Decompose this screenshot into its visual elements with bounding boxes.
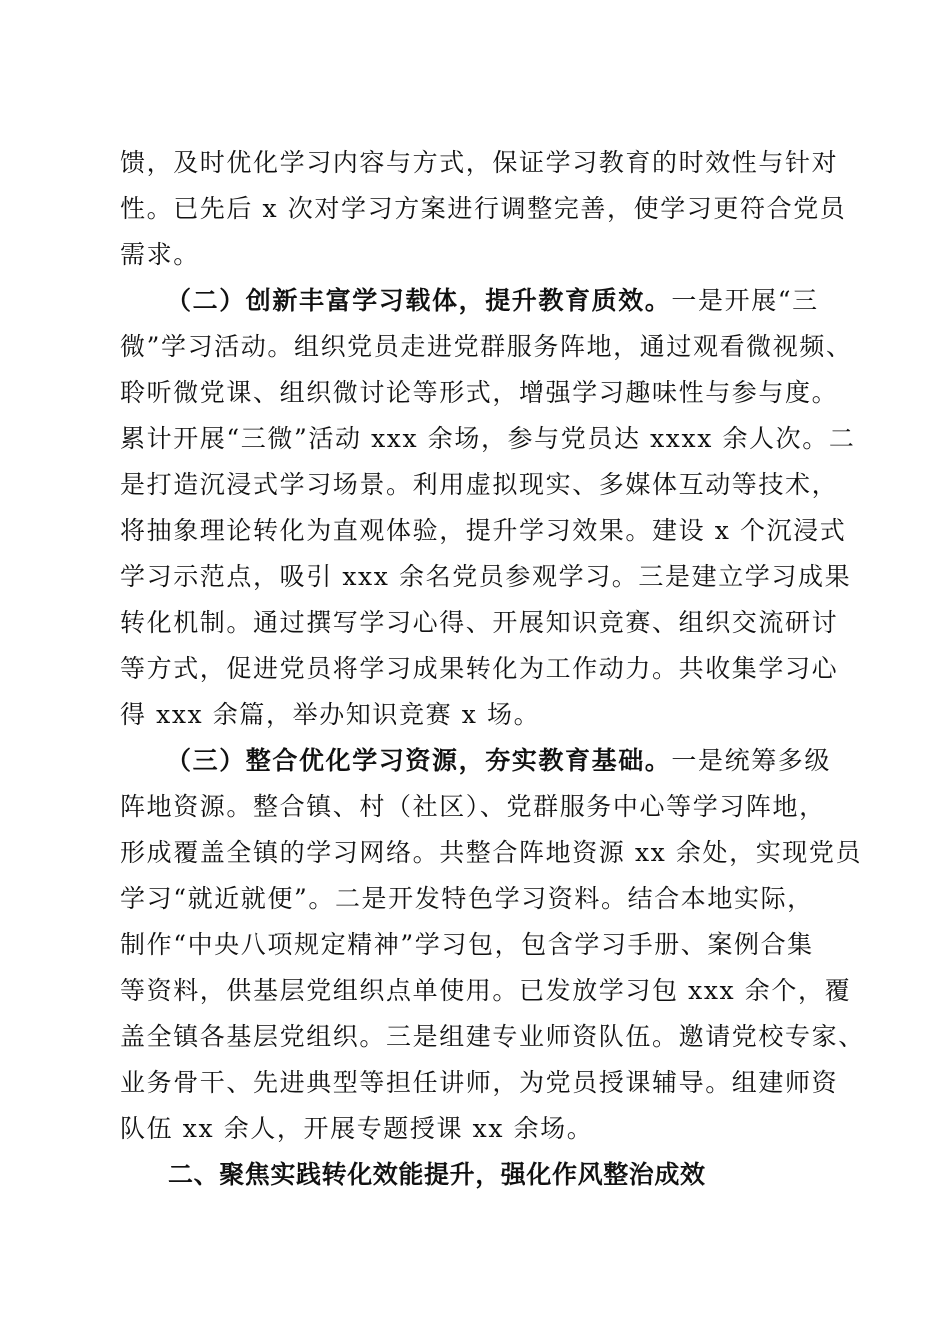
text-line: 馈，及时优化学习内容与方式，保证学习教育的时效性与针对 <box>120 148 839 177</box>
text-line: 得 xxx 余篇，举办知识竞赛 x 场。 <box>120 700 541 729</box>
text-line: 微”学习活动。组织党员走进党群服务阵地，通过观看微视频、 <box>120 332 853 361</box>
section-3-title: （三）整合优化学习资源，夯实教育基础。 <box>166 746 672 775</box>
section-heading: 二、聚焦实践转化效能提升，强化作风整治成效 <box>168 1160 706 1189</box>
section-2-title: （二）创新丰富学习载体，提升教育质效。 <box>166 286 672 315</box>
text-line: 队伍 xx 余人，开展专题授课 xx 余场。 <box>120 1114 594 1143</box>
text-line: 学习示范点，吸引 xxx 余名党员参观学习。三是建立学习成果 <box>120 562 852 591</box>
text-line: 累计开展“三微”活动 xxx 余场，参与党员达 xxxx 余人次。二 <box>120 424 856 453</box>
text-line: 转化机制。通过撰写学习心得、开展知识竞赛、组织交流研讨 <box>120 608 839 637</box>
section-2-first-line-rest: 一是开展“三 <box>671 286 819 315</box>
text-line: 形成覆盖全镇的学习网络。共整合阵地资源 xx 余处，实现党员 <box>120 838 863 867</box>
text-line: 业务骨干、先进典型等担任讲师，为党员授课辅导。组建师资 <box>120 1068 839 1097</box>
section-2-first-line <box>166 284 819 317</box>
text-line: 阵地资源。整合镇、村（社区）、党群服务中心等学习阵地， <box>120 792 826 821</box>
section-3-first-line-rest: 一是统筹多级 <box>671 746 832 775</box>
text-line: 等方式，促进党员将学习成果转化为工作动力。共收集学习心 <box>120 654 839 683</box>
text-line: 学习“就近就便”。二是开发特色学习资料。结合本地实际， <box>120 884 814 913</box>
text-line: 性。已先后 x 次对学习方案进行调整完善，使学习更符合党员 <box>120 194 847 223</box>
text-line: 聆听微党课、组织微讨论等形式，增强学习趣味性与参与度。 <box>120 378 839 407</box>
section-3-first-line <box>166 744 831 777</box>
text-line: 制作“中央八项规定精神”学习包，包含学习手册、案例合集 <box>120 930 814 959</box>
text-line: 等资料，供基层党组织点单使用。已发放学习包 xxx 余个，覆 <box>120 976 852 1005</box>
text-line: 盖全镇各基层党组织。三是组建专业师资队伍。邀请党校专家、 <box>120 1022 865 1051</box>
text-line: 是打造沉浸式学习场景。利用虚拟现实、多媒体互动等技术， <box>120 470 839 499</box>
text-line: 将抽象理论转化为直观体验，提升学习效果。建设 x 个沉浸式 <box>120 516 847 545</box>
text-line: 需求。 <box>120 240 200 269</box>
